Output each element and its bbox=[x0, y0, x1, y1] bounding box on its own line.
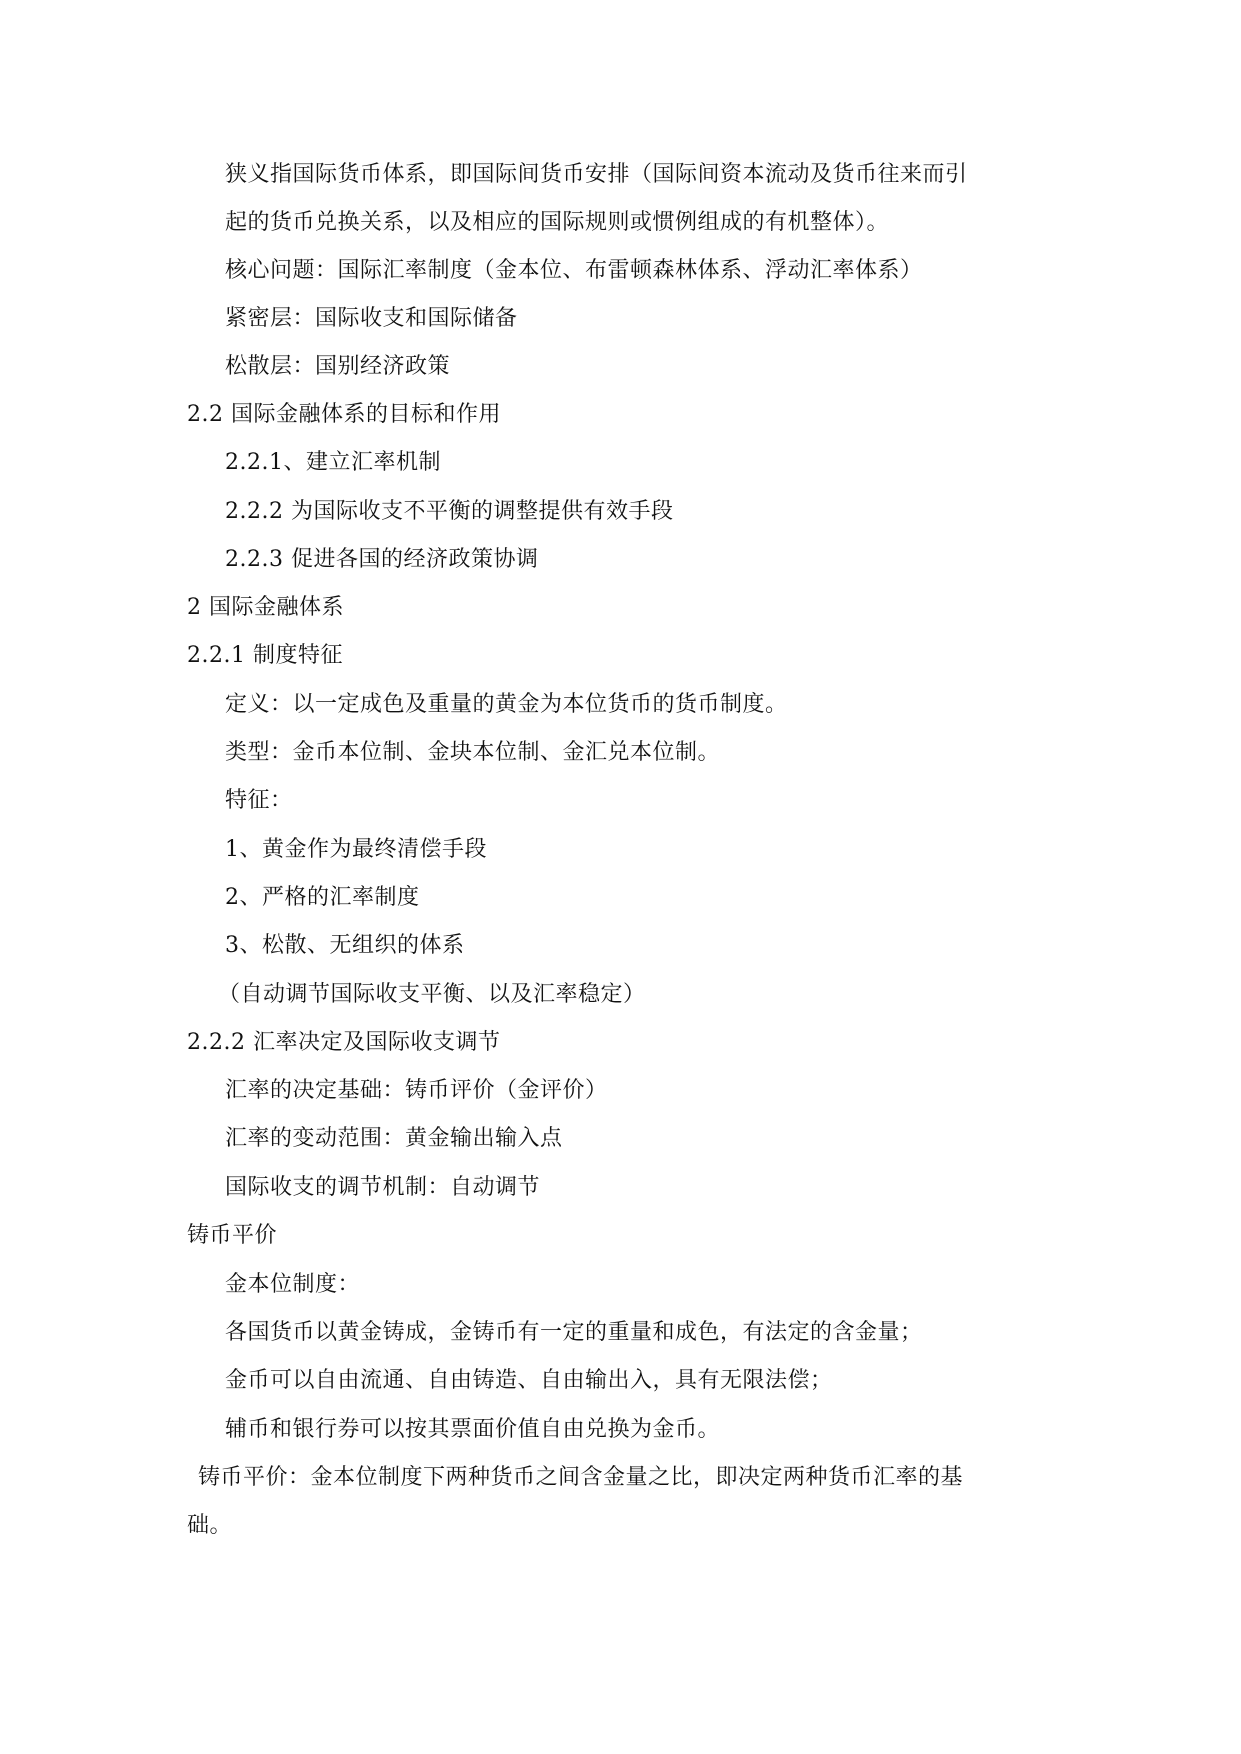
subsection-item: 2.2.2 为国际收支不平衡的调整提供有效手段 bbox=[225, 499, 674, 524]
paragraph-line: 狭义指国际货币体系，即国际间货币安排（国际间资本流动及货币往来而引 bbox=[225, 162, 968, 187]
paragraph-line: 汇率的决定基础：铸币评价（金评价） bbox=[225, 1078, 608, 1103]
subsection-item: 2.2.1、建立汇率机制 bbox=[225, 450, 441, 475]
paragraph-line: 国际收支的调节机制：自动调节 bbox=[225, 1175, 541, 1200]
list-item: 1、黄金作为最终清偿手段 bbox=[225, 837, 487, 862]
paragraph-line: 紧密层：国际收支和国际储备 bbox=[225, 306, 518, 331]
paragraph-line: 各国货币以黄金铸成，金铸币有一定的重量和成色，有法定的含金量； bbox=[225, 1320, 923, 1345]
paragraph-line: 辅币和银行券可以按其票面价值自由兑换为金币。 bbox=[225, 1417, 721, 1442]
paragraph-line: 核心问题：国际汇率制度（金本位、布雷顿森林体系、浮动汇率体系） bbox=[225, 258, 923, 283]
section-heading: 2.2.2 汇率决定及国际收支调节 bbox=[187, 1030, 501, 1055]
list-item: 2、严格的汇率制度 bbox=[225, 885, 420, 910]
paragraph-line: 金币可以自由流通、自由铸造、自由输出入，具有无限法偿； bbox=[225, 1368, 833, 1393]
section-heading: 2 国际金融体系 bbox=[187, 595, 344, 620]
paragraph-line: 汇率的变动范围：黄金输出输入点 bbox=[225, 1126, 563, 1151]
paragraph-line: 类型：金币本位制、金块本位制、金汇兑本位制。 bbox=[225, 740, 721, 765]
paragraph-line: 铸币平价：金本位制度下两种货币之间含金量之比，即决定两种货币汇率的基 bbox=[198, 1465, 964, 1490]
paragraph-line: （自动调节国际收支平衡、以及汇率稳定） bbox=[218, 982, 646, 1007]
subsection-item: 2.2.3 促进各国的经济政策协调 bbox=[225, 547, 539, 572]
paragraph-line: 础。 bbox=[187, 1513, 233, 1538]
paragraph-line: 松散层：国别经济政策 bbox=[225, 354, 451, 379]
list-item: 3、松散、无组织的体系 bbox=[225, 933, 465, 958]
paragraph-line: 起的货币兑换关系，以及相应的国际规则或惯例组成的有机整体）。 bbox=[225, 210, 890, 235]
section-heading: 铸币平价 bbox=[187, 1223, 278, 1248]
paragraph-line: 特征： bbox=[225, 788, 293, 813]
section-heading: 2.2.1 制度特征 bbox=[187, 643, 343, 668]
section-heading: 2.2 国际金融体系的目标和作用 bbox=[187, 402, 501, 427]
paragraph-line: 定义：以一定成色及重量的黄金为本位货币的货币制度。 bbox=[225, 692, 788, 717]
paragraph-line: 金本位制度： bbox=[225, 1272, 361, 1297]
